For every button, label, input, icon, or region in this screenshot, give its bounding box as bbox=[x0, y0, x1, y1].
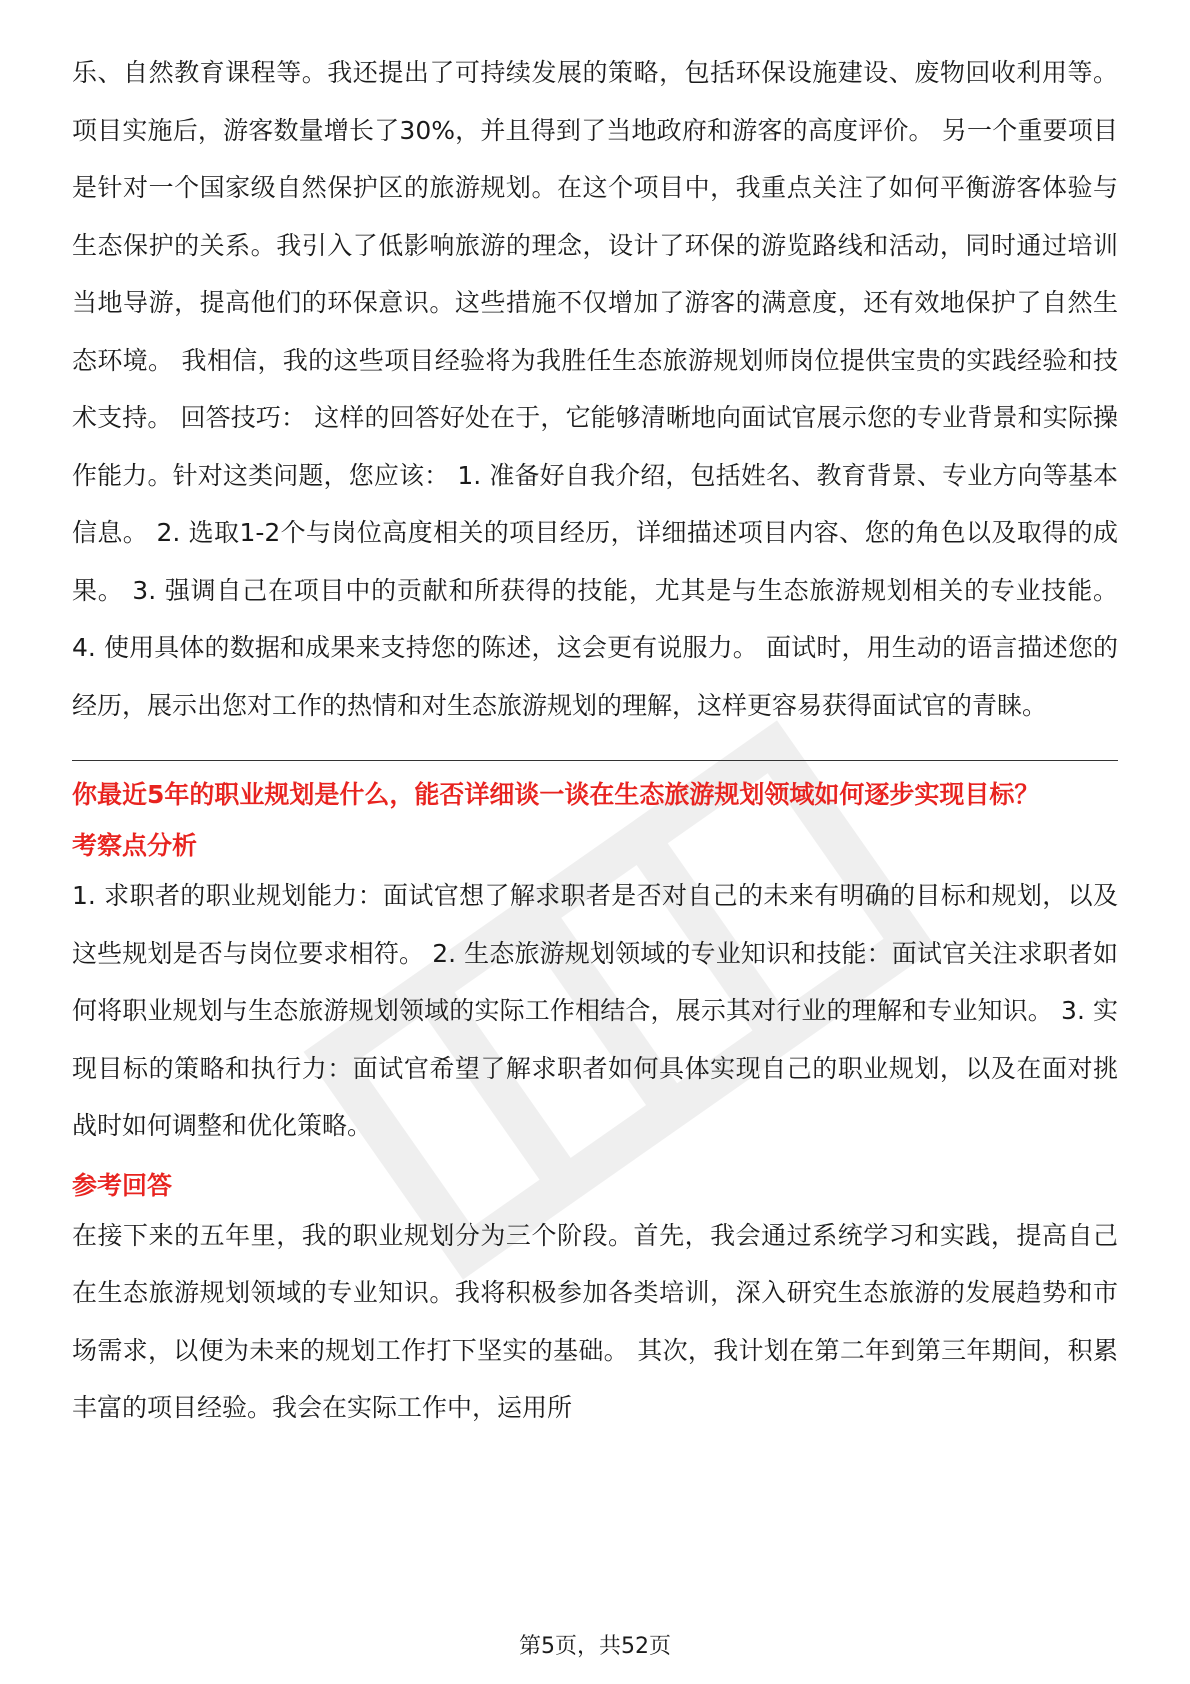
analysis-body: 1. 求职者的职业规划能力：面试官想了解求职者是否对自己的未来有明确的目标和规划，以及这些规划是否与岗位要求相符。 2. 生态旅游规划领域的专业知识和技能：面试官关注求职者如何将职业规划与生态旅游规划领域的实际工作相结合，展示其对行业的理解和专业知识。 3. 实现目标的策略和执行力：面试官希望了解求职者如何具体实现自己的职业规划，以及在面对挑战时如何调整和优化策略。 bbox=[72, 881, 1118, 1140]
reference-heading: 参考回答 bbox=[72, 1170, 173, 1200]
intro-paragraph: 乐、自然教育课程等。我还提出了可持续发展的策略，包括环保设施建设、废物回收利用等。项目实施后，游客数量增长了30%，并且得到了当地政府和游客的高度评价。 另一个重要项目是针对一个国家级自然保护区的旅游规划。在这个项目中，我重点关注了如何平衡游客体验与生态保护的关系。我引入了低影响旅游的理念，设计了环保的游览路线和活动，同时通过培训当地导游，提高他们的环保意识。这些措施不仅增加了游客的满意度，还有效地保护了自然生态环境。 我相信，我的这些项目经验将为我胜任生态旅游规划师岗位提供宝贵的实践经验和技术支持。 回答技巧： 这样的回答好处在于，它能够清晰地向面试官展示您的专业背景和实际操作能力。针对这类问题，您应该： 1. 准备好自我介绍，包括姓名、教育背景、专业方向等基本信息。 2. 选取1-2个与岗位高度相关的项目经历，详细描述项目内容、您的角色以及取得的成果。 3. 强调自己在项目中的贡献和所获得的技能，尤其是与生态旅游规划相关的专业技能。 4. 使用具体的数据和成果来支持您的陈述，这会更有说服力。 面试时，用生动的语言描述您的经历，展示出您对工作的热情和对生态旅游规划的理解，这样更容易获得面试官的青睐。 bbox=[72, 58, 1118, 720]
document-page bbox=[72, 44, 1118, 1437]
question-title: 你最近5年的职业规划是什么，能否详细谈一谈在生态旅游规划领域如何逐步实现目标？ bbox=[72, 780, 1040, 809]
page-number-footer: 第5页，共52页 bbox=[519, 1634, 671, 1659]
analysis-heading: 考察点分析 bbox=[72, 831, 198, 860]
section-divider bbox=[72, 760, 1118, 761]
reference-body: 在接下来的五年里，我的职业规划分为三个阶段。首先，我会通过系统学习和实践，提高自己在生态旅游规划领域的专业知识。我将积极参加各类培训，深入研究生态旅游的发展趋势和市场需求，以便为未来的规划工作打下坚实的基础。 其次，我计划在第二年到第三年期间，积累丰富的项目经验。我会在实际工作中，运用所 bbox=[72, 1220, 1118, 1422]
